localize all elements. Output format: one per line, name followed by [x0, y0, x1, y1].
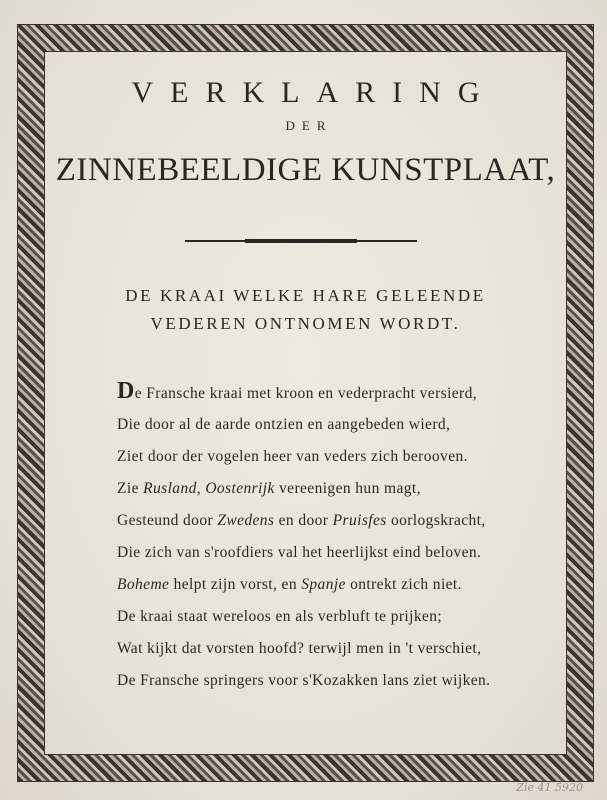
poem-text: ontrekt zich niet. — [345, 576, 462, 593]
place-pruisfes: Pruisfes — [332, 512, 387, 529]
poem-text: en door — [274, 512, 333, 529]
heading-line-2: VEDEREN ONTNOMEN WORDT. — [150, 314, 461, 333]
poem-text: , — [196, 480, 206, 497]
poem-line-9: Wat kijkt dat vorsten hoofd? terwijl men in 't verschiet, — [117, 640, 482, 657]
document-title: VERKLARING — [131, 76, 497, 109]
place-boheme: Boheme — [117, 576, 170, 593]
poem-text: Gesteund door — [117, 512, 218, 529]
poem-line-7 — [117, 576, 462, 594]
poem-line-5 — [117, 512, 486, 530]
drop-cap: D — [117, 378, 135, 404]
poem-text: vereenigen hun magt, — [274, 480, 421, 497]
poem-line-6: Die zich van s'roofdiers val het heerlijkst eind beloven. — [117, 544, 482, 561]
poem-line-8: De kraai staat wereloos en als verbluft te prijken; — [117, 608, 443, 625]
document-der: DER — [285, 118, 333, 133]
poem-text: oorlogskracht, — [386, 512, 486, 529]
heading-line-1: DE KRAAI WELKE HARE GELEENDE — [125, 286, 486, 305]
poem-text: Zie — [117, 480, 144, 497]
poem-line-3: Ziet door der vogelen heer van veders zich berooven. — [117, 448, 468, 465]
poem-text: helpt zijn vorst, en — [169, 576, 302, 593]
poem-line-4 — [117, 480, 421, 498]
place-zwedens: Zwedens — [217, 512, 275, 529]
place-oostenrijk: Oostenrijk — [205, 480, 275, 497]
poem-heading — [45, 282, 566, 338]
place-spanje: Spanje — [301, 576, 346, 593]
document-content — [45, 52, 566, 754]
poem-line-1 — [117, 378, 477, 405]
poem-line-10: De Fransche springers voor s'Kozakken lans ziet wijken. — [117, 672, 491, 689]
poem-line-1-text: e Fransche kraai met kroon en vederpracht versierd, — [134, 385, 478, 402]
poem-line-2: Die door al de aarde ontzien en aangebeden wierd, — [117, 416, 451, 433]
handwritten-catalog-note: Zie 41 5920 — [516, 781, 583, 794]
ornamental-rule — [185, 239, 417, 243]
place-rusland: Rusland — [143, 480, 197, 497]
document-subtitle: ZINNEBEELDIGE KUNSTPLAAT, — [55, 152, 556, 188]
